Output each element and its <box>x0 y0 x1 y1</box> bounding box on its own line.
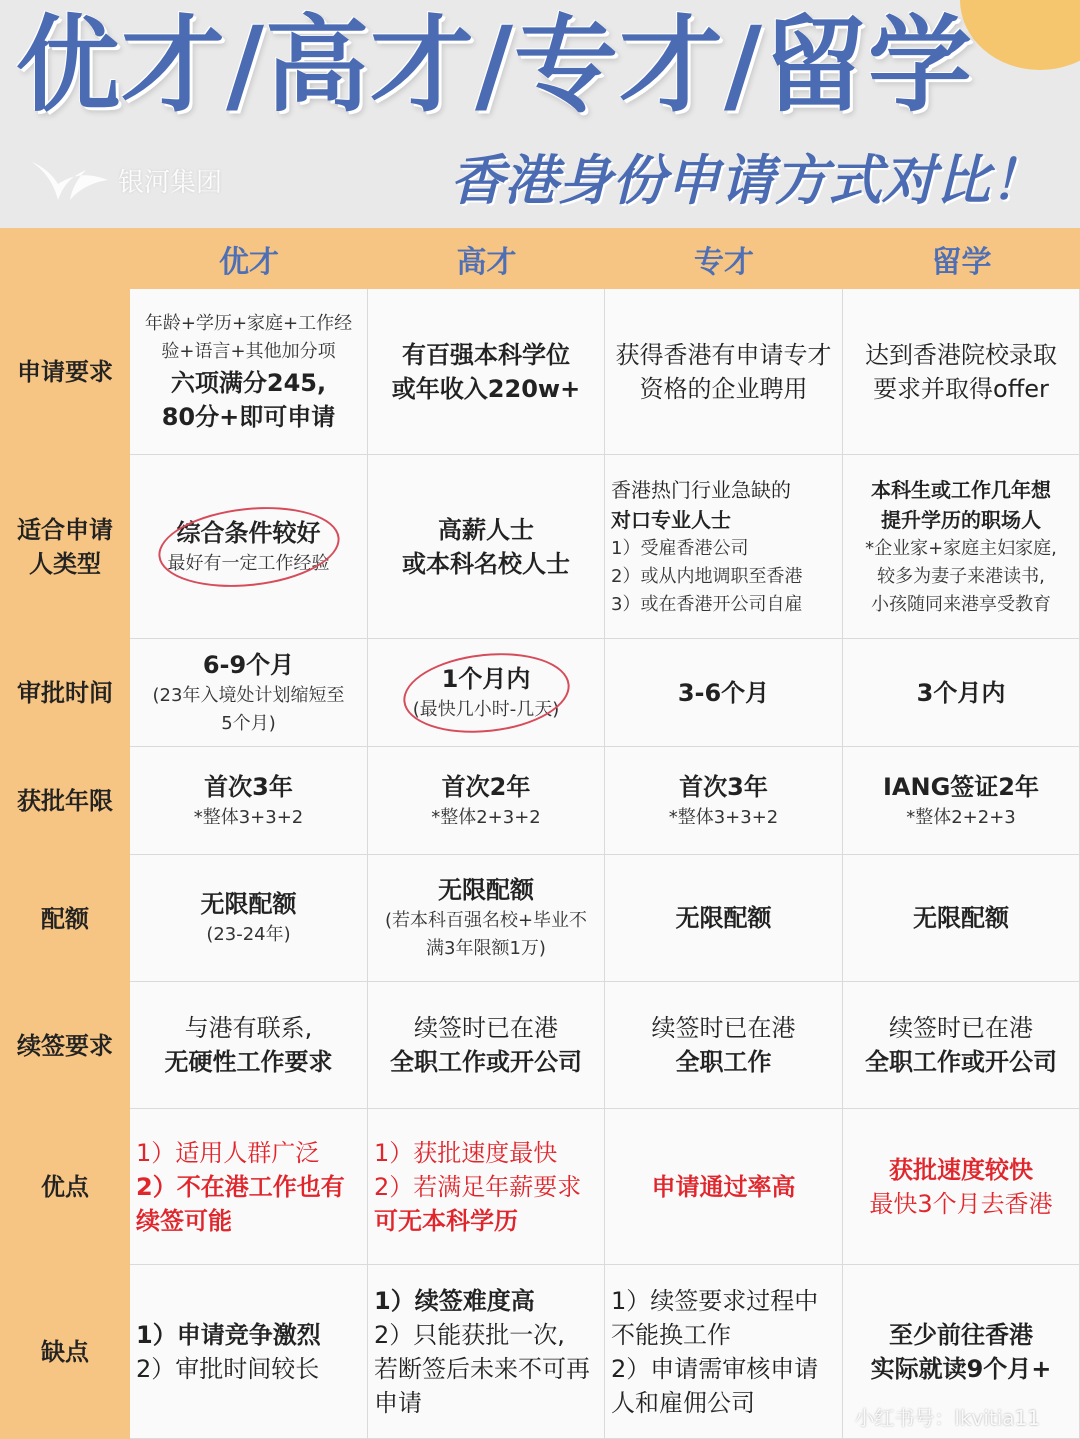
column-header-gaocai: 高才 <box>368 228 605 289</box>
row-header-renewal: 续签要求 <box>0 982 130 1109</box>
page-title: 优才/高才/专才/留学 <box>16 4 973 126</box>
table-cell: 1）获批速度最快 2）若满足年薪要求 可无本科学历 <box>368 1109 605 1265</box>
page-header <box>0 0 1080 228</box>
table-cell: 续签时已在港 全职工作或开公司 <box>368 982 605 1109</box>
table-cell: 获得香港有申请专才 资格的企业聘用 <box>605 289 843 455</box>
table-cell: 1）续签难度高 2）只能获批一次, 若断签后未来不可再 申请 <box>368 1265 605 1439</box>
table-cell: 无限配额 (若本科百强名校+毕业不 满3年限额1万) <box>368 855 605 982</box>
table-cell: 获批速度较快 最快3个月去香港 <box>843 1109 1080 1265</box>
table-cell: 首次3年 *整体3+3+2 <box>605 747 843 855</box>
row-header-pros: 优点 <box>0 1109 130 1265</box>
column-header-zhuancai: 专才 <box>605 228 843 289</box>
table-cell: 3-6个月 <box>605 639 843 747</box>
table-cell <box>130 455 368 639</box>
row-header-cons: 缺点 <box>0 1265 130 1439</box>
row-header-approval-time: 审批时间 <box>0 639 130 747</box>
table-cell: 无限配额 <box>843 855 1080 982</box>
table-cell: 与港有联系, 无硬性工作要求 <box>130 982 368 1109</box>
whale-tail-icon <box>28 154 112 206</box>
table-cell: IANG签证2年 *整体2+2+3 <box>843 747 1080 855</box>
table-cell: 1）申请竞争激烈 2）审批时间较长 <box>130 1265 368 1439</box>
table-cell: 申请通过率高 <box>605 1109 843 1265</box>
table-cell: 有百强本科学位 或年收入220w+ <box>368 289 605 455</box>
table-cell: 首次3年 *整体3+3+2 <box>130 747 368 855</box>
table-cell: 6-9个月 (23年入境处计划缩短至 5个月) <box>130 639 368 747</box>
table-cell: 至少前往香港 实际就读9个月+ <box>843 1265 1080 1439</box>
table-cell: 1）续签要求过程中 不能换工作 2）申请需审核申请 人和雇佣公司 <box>605 1265 843 1439</box>
table-cell: 无限配额 (23-24年) <box>130 855 368 982</box>
column-header-liuxue: 留学 <box>843 228 1080 289</box>
table-cell: 续签时已在港 全职工作 <box>605 982 843 1109</box>
table-cell: 1）适用人群广泛 2）不在港工作也有 续签可能 <box>130 1109 368 1265</box>
column-header-youcai: 优才 <box>130 228 368 289</box>
circle-highlight: 综合条件较好 最好有一定工作经验 <box>168 516 330 578</box>
table-cell: 高薪人士 或本科名校人士 <box>368 455 605 639</box>
table-cell: 无限配额 <box>605 855 843 982</box>
page-subtitle: 香港身份申请方式对比！ <box>450 149 1044 212</box>
row-header-quota: 配额 <box>0 855 130 982</box>
table-corner <box>0 228 130 289</box>
table-cell: 续签时已在港 全职工作或开公司 <box>843 982 1080 1109</box>
table-cell: 3个月内 <box>843 639 1080 747</box>
table-cell: 首次2年 *整体2+3+2 <box>368 747 605 855</box>
table-cell <box>368 639 605 747</box>
circle-highlight: 1个月内 (最快几小时-几天) <box>413 662 560 724</box>
row-header-applicants: 适合申请人类型 <box>0 455 130 639</box>
table-cell: 年龄+学历+家庭+工作经 验+语言+其他加分项 六项满分245, 80分+即可申请 <box>130 289 368 455</box>
brand-logo <box>28 150 222 210</box>
decorative-circle <box>960 0 1080 70</box>
watermark: 小红书号：lkvitia11 <box>854 1406 1040 1430</box>
row-header-requirements: 申请要求 <box>0 289 130 455</box>
comparison-table <box>0 228 1080 1439</box>
table-cell: 香港热门行业急缺的 对口专业人士 1）受雇香港公司 2）或从内地调职至香港 3）或在香港开公司自雇 <box>605 455 843 639</box>
table-cell: 达到香港院校录取 要求并取得offer <box>843 289 1080 455</box>
table-cell: 本科生或工作几年想 提升学历的职场人 *企业家+家庭主妇家庭, 较多为妻子来港读书, 小孩随同来港享受教育 <box>843 455 1080 639</box>
brand-name: 银河集团 <box>118 167 223 198</box>
row-header-validity: 获批年限 <box>0 747 130 855</box>
